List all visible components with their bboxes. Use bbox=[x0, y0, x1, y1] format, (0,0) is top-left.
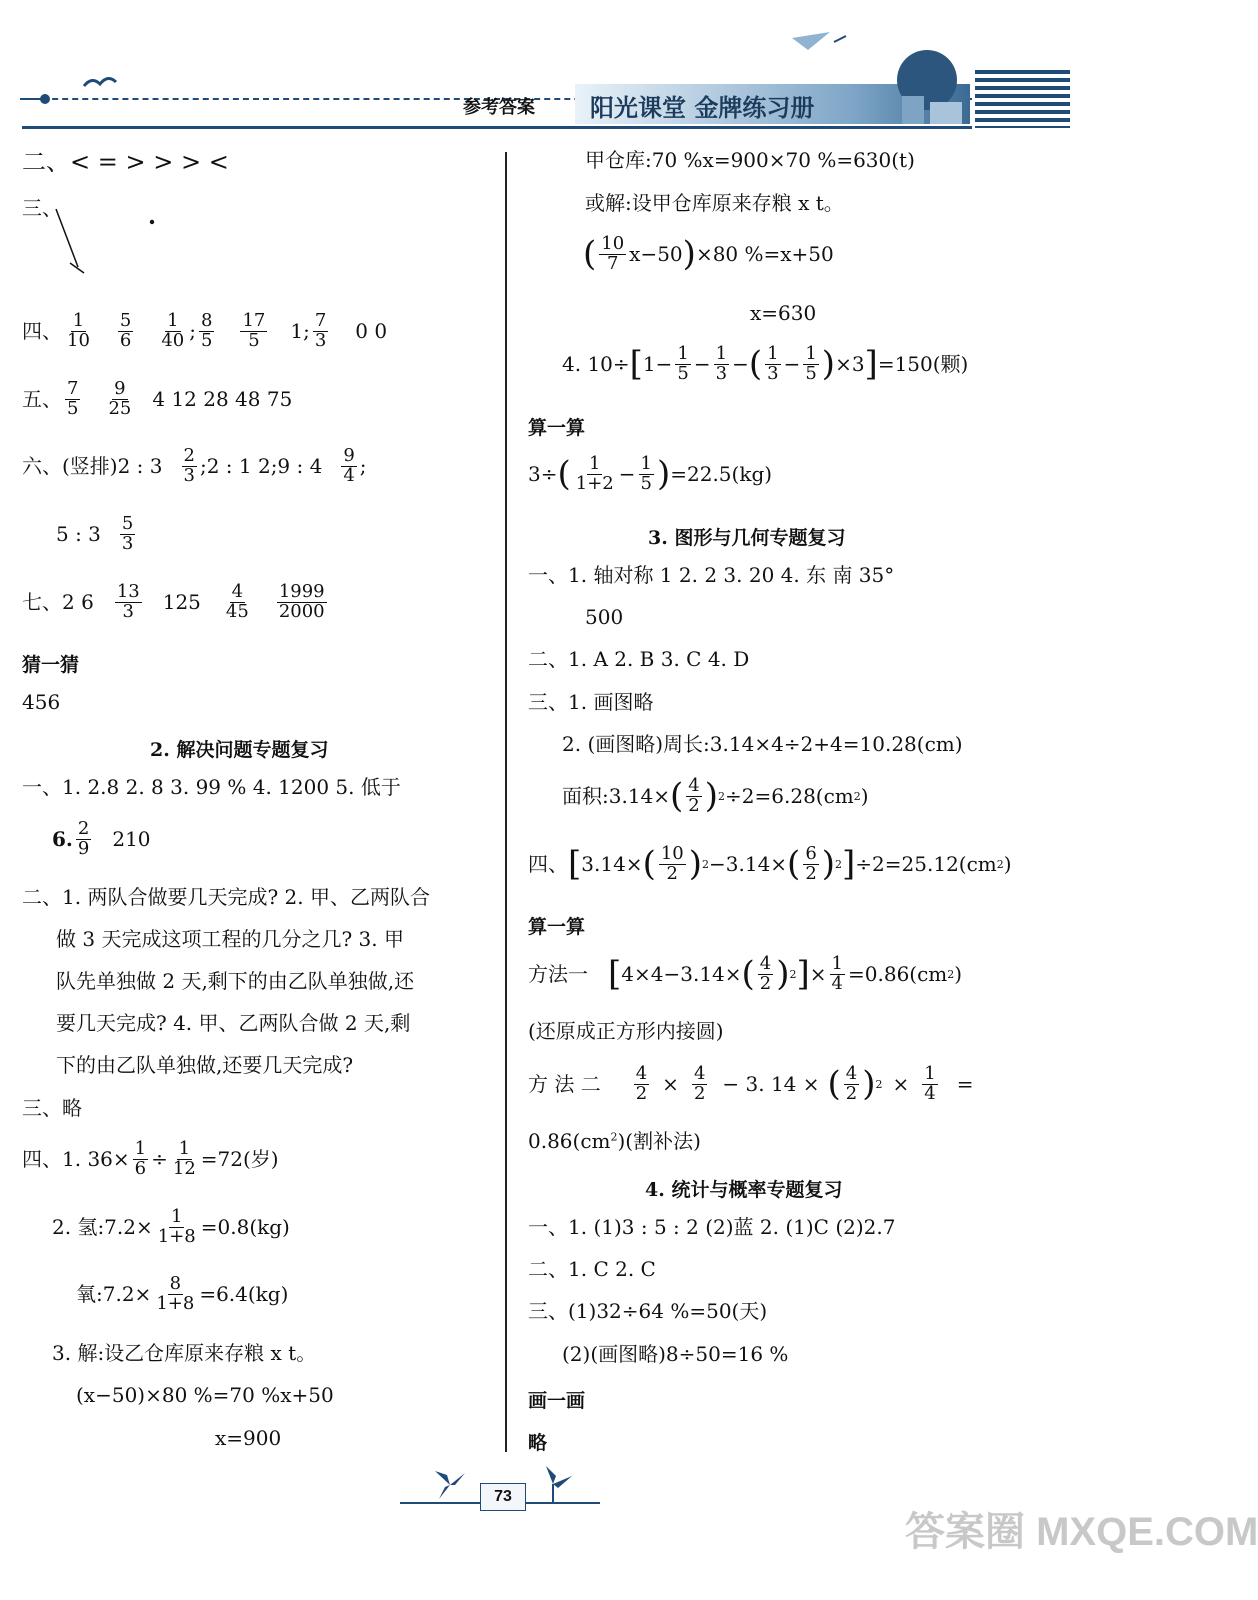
draw-title: 画一画 bbox=[528, 1390, 586, 1412]
fraction bbox=[118, 312, 133, 351]
s2-q2-line3: 队先单独做 2 天,剩下的由乙队单独做,还 bbox=[56, 969, 415, 993]
q5-tail: 4 12 28 48 75 bbox=[152, 387, 293, 412]
denominator: 4 bbox=[831, 972, 843, 994]
denominator: 2000 bbox=[278, 600, 325, 622]
s2-q4-2c: 氧:7.2× bbox=[76, 1282, 152, 1307]
numerator: 1999 bbox=[278, 581, 325, 602]
bracket-close: ] bbox=[796, 954, 810, 995]
minus: − bbox=[783, 352, 801, 377]
fraction bbox=[171, 1140, 198, 1179]
paren-close: ) bbox=[860, 784, 869, 809]
denominator: 40 bbox=[161, 329, 185, 351]
fraction bbox=[154, 1275, 196, 1314]
bracket-open: [ bbox=[629, 344, 643, 385]
paren-open: ( bbox=[827, 1064, 841, 1105]
draw-answer: 略 bbox=[528, 1432, 548, 1454]
square-exponent: 2 bbox=[875, 1077, 883, 1091]
square-exponent: 2 bbox=[718, 789, 726, 803]
square-exponent: 2 bbox=[996, 857, 1004, 871]
fraction bbox=[922, 1065, 937, 1104]
section-3-title: 3. 图形与几何专题复习 bbox=[648, 527, 846, 549]
m2-answer bbox=[528, 1131, 701, 1151]
denominator: 1+8 bbox=[157, 1225, 196, 1247]
zero-pair: 0 0 bbox=[355, 319, 388, 344]
s3-q3-3b: ÷2=6.28(cm bbox=[725, 784, 854, 809]
fraction bbox=[574, 455, 616, 494]
numerator: 1 bbox=[677, 343, 689, 364]
calc1-ans: =22.5(kg) bbox=[670, 462, 773, 487]
numerator: 1 bbox=[134, 1138, 147, 1159]
q7-b: 125 bbox=[162, 590, 201, 615]
s2-q4-2a: 2. 氢:7.2× bbox=[52, 1215, 153, 1240]
numerator: 4 bbox=[635, 1063, 648, 1084]
denominator: 2 bbox=[666, 862, 678, 884]
denominator: 5 bbox=[201, 329, 213, 351]
paren-close: ) bbox=[656, 454, 671, 495]
numerator: 7 bbox=[67, 378, 79, 399]
square-exponent: 2 bbox=[947, 967, 955, 981]
s4-q3: 三、(1)32÷64 %=50(天) bbox=[528, 1299, 768, 1323]
r3-end: ×80 %=x+50 bbox=[695, 242, 834, 267]
denominator: 6 bbox=[119, 329, 132, 351]
fraction bbox=[65, 312, 92, 351]
denominator: 5 bbox=[805, 362, 817, 384]
left-q6-cont bbox=[56, 515, 138, 554]
s3-q4-c: −3.14× bbox=[709, 852, 788, 877]
header-ref-label: 参考答案 bbox=[463, 97, 535, 118]
header-stripes bbox=[975, 70, 1070, 128]
semicolon: ; bbox=[189, 319, 197, 344]
one-semicolon: 1; bbox=[290, 319, 310, 344]
q6-d: 5 : 3 bbox=[56, 522, 101, 547]
s3-q1b: 500 bbox=[585, 605, 624, 629]
numerator: 9 bbox=[114, 378, 126, 399]
numerator: 17 bbox=[242, 310, 266, 331]
minus: − bbox=[655, 352, 673, 377]
s4-q3b: (2)(画图略)8÷50=16 % bbox=[562, 1342, 789, 1366]
watermark-text: 答案圈 MXQE.COM bbox=[905, 1510, 1258, 1554]
numerator: 1 bbox=[831, 953, 843, 974]
paren-open: ( bbox=[741, 954, 755, 995]
section-2-title: 2. 解决问题专题复习 bbox=[150, 739, 329, 761]
paren-open: ( bbox=[787, 844, 801, 885]
fraction bbox=[240, 312, 267, 351]
paren-close: ) bbox=[1003, 852, 1012, 877]
numerator: 1 bbox=[167, 310, 179, 331]
m1-label: 方法一 bbox=[528, 962, 588, 987]
numerator: 13 bbox=[116, 581, 140, 602]
s2-q2-line2: 做 3 天完成这项工程的几分之几? 3. 甲 bbox=[56, 927, 404, 951]
calc2-title: 算一算 bbox=[528, 916, 586, 938]
q4-label: 四、 bbox=[22, 319, 62, 344]
minus: − bbox=[618, 462, 636, 487]
denominator: 45 bbox=[225, 600, 249, 622]
fraction bbox=[686, 777, 701, 816]
denominator: 2 bbox=[845, 1082, 858, 1104]
s2-q4-1c: =72(岁) bbox=[200, 1147, 279, 1172]
m2-note: )(割补法) bbox=[617, 1129, 701, 1153]
m2-ans: 0.86(cm bbox=[528, 1129, 611, 1153]
page-header bbox=[0, 0, 1089, 140]
r5-ans: =150(颗) bbox=[877, 352, 969, 377]
numerator: 4 bbox=[845, 1063, 858, 1084]
s3-q4-a: 四、 bbox=[528, 852, 568, 877]
r5-end: ×3 bbox=[835, 352, 865, 377]
denominator: 3 bbox=[122, 600, 134, 622]
m2-a: × bbox=[662, 1072, 679, 1097]
s2-q2-line5: 下的由乙队单独做,还要几天完成? bbox=[56, 1053, 354, 1077]
s2-q4-2b: =0.8(kg) bbox=[200, 1215, 290, 1240]
numerator: 4 bbox=[693, 1063, 706, 1084]
m1-c: =0.86(cm bbox=[848, 962, 948, 987]
calc1-title: 算一算 bbox=[528, 417, 586, 439]
left-q4 bbox=[22, 312, 387, 351]
left-q5 bbox=[22, 380, 292, 419]
r-line1: 甲仓库:70 %x=900×70 %=630(t) bbox=[585, 148, 915, 172]
s3-q4-d: ÷2=25.12(cm bbox=[855, 852, 997, 877]
globe-student-icon bbox=[872, 38, 972, 124]
q3-drawing bbox=[50, 205, 170, 280]
fraction bbox=[115, 583, 142, 622]
numerator: 4 bbox=[688, 775, 700, 796]
fraction bbox=[692, 1065, 707, 1104]
numerator: 4 bbox=[231, 581, 244, 602]
m1-note: (还原成正方形内接圆) bbox=[528, 1019, 724, 1043]
numerator: 2 bbox=[77, 818, 90, 839]
s2-q1-6-label: 6. bbox=[52, 827, 73, 852]
numerator: 4 bbox=[759, 953, 772, 974]
fraction bbox=[106, 380, 133, 419]
m2-d: = bbox=[956, 1072, 974, 1097]
left-q7 bbox=[22, 583, 330, 622]
fraction bbox=[803, 845, 818, 884]
q6-label: 六、(竖排)2 : 3 bbox=[22, 454, 163, 479]
paren-close: ) bbox=[704, 776, 719, 817]
s2-q4-1 bbox=[22, 1140, 279, 1179]
denominator: 3 bbox=[314, 329, 327, 351]
fraction bbox=[65, 380, 80, 419]
numerator: 1 bbox=[178, 1138, 191, 1159]
numerator: 5 bbox=[121, 513, 134, 534]
denominator: 5 bbox=[67, 397, 79, 419]
paren-open: ( bbox=[557, 454, 571, 495]
paren-open: ( bbox=[670, 776, 684, 817]
fraction bbox=[199, 312, 214, 351]
q6-b: ;2 : 1 2;9 : 4 bbox=[199, 454, 323, 479]
fraction bbox=[341, 447, 356, 486]
calc1-formula bbox=[528, 455, 772, 494]
fraction bbox=[313, 312, 328, 351]
r-line2: 或解:设甲仓库原来存粮 x t。 bbox=[585, 191, 844, 215]
seagull-icon bbox=[82, 72, 118, 94]
numerator: 1 bbox=[589, 453, 601, 474]
r-line5 bbox=[562, 345, 968, 384]
denominator: 4 bbox=[924, 1082, 936, 1104]
s2-q4-3c: x=900 bbox=[215, 1426, 282, 1450]
left-q2: 二、< = > > > < bbox=[22, 148, 229, 176]
denominator: 2 bbox=[693, 1082, 706, 1104]
numerator: 8 bbox=[201, 310, 213, 331]
paren-close: ) bbox=[682, 234, 696, 275]
guess-title: 猜一猜 bbox=[22, 654, 80, 676]
numerator: 10 bbox=[660, 843, 684, 864]
paren-close: ) bbox=[776, 954, 790, 995]
section-4-title: 4. 统计与概率专题复习 bbox=[645, 1179, 843, 1201]
square-exponent: 2 bbox=[835, 857, 843, 871]
fraction bbox=[599, 235, 626, 274]
q6-c: ; bbox=[359, 454, 367, 479]
fraction bbox=[634, 1065, 649, 1104]
s2-q4-1a: 四、1. 36× bbox=[22, 1147, 130, 1172]
numerator: 1 bbox=[924, 1063, 936, 1084]
pin-dot-icon bbox=[20, 92, 50, 106]
one: 1 bbox=[642, 352, 656, 377]
bracket-close: ] bbox=[864, 344, 878, 385]
denominator: 3 bbox=[121, 532, 134, 554]
s3-q2: 二、1. A 2. B 3. C 4. D bbox=[528, 647, 750, 671]
r3-tail: x−50 bbox=[629, 242, 683, 267]
left-q6 bbox=[22, 447, 367, 486]
s2-q4-2-o bbox=[76, 1275, 288, 1314]
numerator: 7 bbox=[314, 310, 327, 331]
paren-open: ( bbox=[583, 234, 597, 275]
m2-label: 方 法 二 bbox=[528, 1072, 601, 1097]
denominator: 3 bbox=[715, 362, 728, 384]
s2-q4-3: 3. 解:设乙仓库原来存粮 x t。 bbox=[52, 1341, 317, 1365]
fraction bbox=[224, 583, 251, 622]
s3-q1: 一、1. 轴对称 1 2. 2 3. 20 4. 东 南 35° bbox=[528, 563, 895, 587]
denominator: 4 bbox=[343, 464, 355, 486]
fraction bbox=[765, 345, 780, 384]
denominator: 1+2 bbox=[575, 472, 614, 494]
m1-a: 4×4−3.14× bbox=[621, 962, 742, 987]
s2-q3: 三、略 bbox=[22, 1096, 82, 1120]
numerator: 1 bbox=[715, 343, 728, 364]
s4-q2: 二、1. C 2. C bbox=[528, 1257, 656, 1281]
paren-open: ( bbox=[642, 844, 656, 885]
s3-q4 bbox=[528, 845, 1012, 884]
fraction bbox=[156, 1208, 198, 1247]
numerator: 6 bbox=[805, 843, 817, 864]
denominator: 5 bbox=[640, 472, 652, 494]
numerator: 1 bbox=[171, 1206, 183, 1227]
r5-a: 4. 10÷ bbox=[562, 352, 630, 377]
fraction bbox=[182, 447, 197, 486]
fraction bbox=[76, 820, 91, 859]
minus: − bbox=[693, 352, 711, 377]
bracket-close: ] bbox=[842, 844, 856, 885]
paren-open: ( bbox=[748, 344, 763, 385]
s2-q4-1b: ÷ bbox=[151, 1147, 168, 1172]
s2-q1: 一、1. 2.8 2. 8 3. 99 % 4. 1200 5. 低于 bbox=[22, 775, 401, 799]
paren-close: ) bbox=[862, 1064, 876, 1105]
page-number: 73 bbox=[480, 1483, 526, 1511]
s3-q3-3 bbox=[562, 777, 869, 816]
r-line3 bbox=[583, 235, 834, 274]
s2-q2-line1: 二、1. 两队合做要几天完成? 2. 甲、乙两队合 bbox=[22, 885, 430, 909]
fraction bbox=[844, 1065, 859, 1104]
s2-q1-6 bbox=[52, 820, 151, 859]
fraction bbox=[120, 515, 135, 554]
numerator: 8 bbox=[169, 1273, 182, 1294]
paren-close: ) bbox=[688, 844, 702, 885]
fraction bbox=[659, 845, 686, 884]
minus: − bbox=[732, 352, 749, 377]
guess-answer: 456 bbox=[22, 690, 61, 714]
fraction bbox=[830, 955, 845, 994]
s3-q3: 三、1. 画图略 bbox=[528, 690, 654, 714]
denominator: 3 bbox=[767, 362, 779, 384]
s3-q4-b: 3.14× bbox=[581, 852, 643, 877]
numerator: 10 bbox=[601, 233, 625, 254]
method-2 bbox=[528, 1065, 973, 1104]
pinwheel-left-icon bbox=[425, 1465, 475, 1505]
paren-close: ) bbox=[821, 344, 836, 385]
s2-q4-2-h bbox=[52, 1208, 290, 1247]
s2-q1-6b: 210 bbox=[112, 827, 151, 852]
s4-q1: 一、1. (1)3 : 5 : 2 (2)蓝 2. (1)C (2)2.7 bbox=[528, 1215, 896, 1239]
r-line4: x=630 bbox=[750, 301, 817, 325]
s2-q4-2d: =6.4(kg) bbox=[199, 1282, 289, 1307]
m1-b: × bbox=[809, 962, 827, 987]
fraction bbox=[277, 583, 327, 622]
calc1-a: 3÷ bbox=[528, 462, 558, 487]
m2-c: × bbox=[892, 1072, 910, 1097]
denominator: 12 bbox=[172, 1157, 196, 1179]
s3-q3-2: 2. (画图略)周长:3.14×4÷2+4=10.28(cm) bbox=[562, 732, 963, 756]
square-exponent: 2 bbox=[853, 789, 861, 803]
column-divider bbox=[505, 152, 507, 1452]
denominator: 2 bbox=[805, 862, 817, 884]
denominator: 25 bbox=[108, 397, 132, 419]
numerator: 1 bbox=[640, 453, 652, 474]
paren-close: ) bbox=[821, 844, 836, 885]
bracket-open: [ bbox=[608, 954, 622, 995]
left-q3: 三、 bbox=[22, 196, 62, 220]
denominator: 7 bbox=[606, 252, 619, 274]
denominator: 9 bbox=[77, 837, 90, 859]
fraction bbox=[675, 345, 690, 384]
square-exponent: 2 bbox=[702, 857, 709, 871]
square-exponent: 2 bbox=[610, 1130, 618, 1144]
fraction bbox=[133, 1140, 148, 1179]
pinwheel-right-icon bbox=[528, 1462, 578, 1506]
fraction bbox=[159, 312, 186, 351]
m2-b: − 3. 14 × bbox=[722, 1072, 820, 1097]
q7-label: 七、2 6 bbox=[22, 590, 94, 615]
denominator: 2 bbox=[635, 1082, 648, 1104]
watermark bbox=[905, 1500, 1258, 1590]
square-exponent: 2 bbox=[789, 967, 797, 981]
fraction bbox=[639, 455, 654, 494]
paren-close: ) bbox=[954, 962, 963, 987]
numerator: 5 bbox=[119, 310, 132, 331]
numerator: 1 bbox=[805, 343, 817, 364]
denominator: 1+8 bbox=[156, 1292, 195, 1314]
s3-q3-3a: 面积:3.14× bbox=[562, 784, 671, 809]
bracket-open: [ bbox=[568, 844, 582, 885]
numerator: 2 bbox=[183, 445, 195, 466]
s2-q2-line4: 要几天完成? 4. 甲、乙两队合做 2 天,剩 bbox=[56, 1011, 411, 1035]
denominator: 3 bbox=[183, 464, 195, 486]
denominator: 5 bbox=[677, 362, 689, 384]
denominator: 6 bbox=[134, 1157, 147, 1179]
fraction bbox=[714, 345, 729, 384]
numerator: 1 bbox=[767, 343, 779, 364]
denominator: 10 bbox=[67, 329, 90, 351]
numerator: 9 bbox=[343, 445, 355, 466]
brand-title: 阳光课堂 金牌练习册 bbox=[590, 93, 815, 122]
s2-q4-3b: (x−50)×80 %=70 %x+50 bbox=[76, 1383, 334, 1407]
denominator: 2 bbox=[688, 794, 700, 816]
numerator: 1 bbox=[72, 310, 85, 331]
fraction bbox=[758, 955, 773, 994]
fraction bbox=[803, 345, 818, 384]
paper-plane-icon bbox=[790, 28, 850, 58]
denominator: 2 bbox=[759, 972, 772, 994]
q5-label: 五、 bbox=[22, 387, 62, 412]
method-1 bbox=[528, 955, 962, 994]
denominator: 5 bbox=[248, 329, 260, 351]
